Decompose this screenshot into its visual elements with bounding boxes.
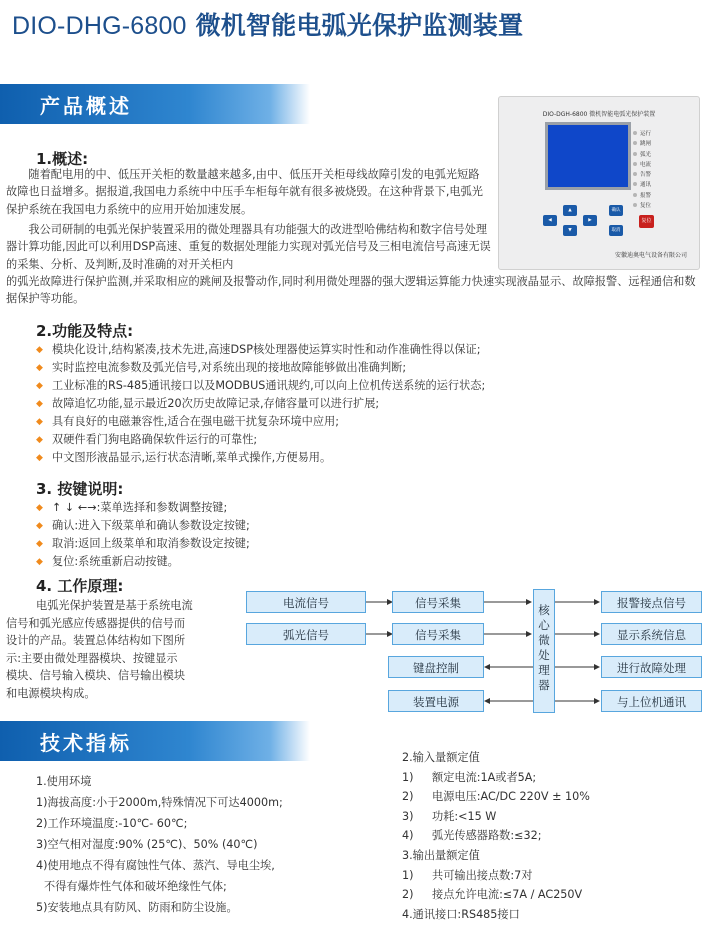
principle-text: 电弧光保护装置是基于系统电流 信号和弧光感应传感器提供的信号而 设计的产品。装置总体结构如下图所 示:主要由微处理器模块、按键显示 模块、信号输入模块、信号输出模块 和电源模块构成。 — [6, 599, 193, 700]
list-item: ◆ 复位:系统重新启动按键。 — [36, 553, 250, 571]
spec-line: 2) 接点允许电流:≤7A / AC250V — [402, 888, 583, 902]
features-heading: 2.功能及特点: — [36, 322, 134, 340]
signal-acquisition-1: 信号采集 — [392, 591, 484, 613]
spec-line: 4) 弧光传感器路数:≤32; — [402, 829, 542, 843]
output-host-comm: 与上位机通讯 — [601, 690, 702, 712]
device-power: 装置电源 — [388, 690, 484, 712]
overview-heading: 1.概述: — [36, 150, 89, 168]
banner-label: 技术指标 — [40, 731, 132, 755]
spec-line: 不得有爆炸性气体和破坏绝缘性气体; — [44, 880, 227, 893]
led-item: 运行 — [633, 129, 651, 139]
list-item: ◆ 取消:返回上级菜单和取消参数设定按键; — [36, 535, 250, 553]
output-fault-handling: 进行故障处理 — [601, 656, 702, 678]
specs-right — [402, 748, 590, 924]
led-item: 电流 — [633, 160, 651, 170]
spec-line: 3) 功耗:<15 W — [402, 809, 497, 823]
key-ok: 确认 — [609, 205, 623, 216]
product-name: 微机智能电弧光保护监测装置 — [186, 11, 524, 40]
overview-paragraph-2a: 我公司研制的电弧光保护装置采用的微处理器具有功能强大的改进型哈佛结构和数字信号处理器计算功能,因此可以利用DSP高速、重复的数据处理能力实现对弧光信号及三相电流信号高速无误的采集、分析、及判断,及时准确的对开关柜内 — [6, 223, 491, 271]
led-item: 跳闸 — [633, 139, 651, 149]
led-item: 报警 — [633, 191, 651, 201]
led-item: 告警 — [633, 170, 651, 180]
spec-line: 2) 电源电压:AC/DC 220V ± 10% — [402, 790, 590, 804]
list-item: ◆ 具有良好的电磁兼容性,适合在强电磁干扰复杂环境中应用; — [36, 413, 485, 431]
led-item: 通讯 — [633, 180, 651, 190]
led-item: 弧光 — [633, 150, 651, 160]
signal-acquisition-2: 信号采集 — [392, 623, 484, 645]
list-item: ◆ 确认:进入下级菜单和确认参数设定按键; — [36, 517, 250, 535]
spec-line: 2)工作环境温度:-10℃- 60℃; — [36, 817, 188, 830]
list-item: ◆ 模块化设计,结构紧凑,技术先进,高速DSP核处理器使运算实时性和动作准确性得以保证; — [36, 341, 485, 359]
spec-line: 4)使用地点不得有腐蚀性气体、蒸汽、导电尘埃, — [36, 859, 275, 872]
output-display-info: 显示系统信息 — [601, 623, 702, 645]
input-current-signal: 电流信号 — [246, 591, 366, 613]
keys-heading: 3. 按键说明: — [36, 480, 124, 498]
list-item: ◆ 双硬件看门狗电路确保软件运行的可靠性; — [36, 431, 485, 449]
list-item: ◆ 工业标准的RS-485通讯接口以及MODBUS通讯规约,可以向上位机传送系统的运行状态; — [36, 377, 485, 395]
key-up: ▲ — [563, 205, 577, 216]
principle-heading: 4. 工作原理: — [36, 577, 124, 595]
list-item: ◆ 故障追忆功能,显示最近20次历史故障记录,存储容量可以进行扩展; — [36, 395, 485, 413]
core-processor: 核 心 微 处 理 器 — [533, 589, 555, 713]
list-item: ◆ ↑ ↓ ←→:菜单选择和参数调整按键; — [36, 499, 250, 517]
banner-label: 产品概述 — [40, 94, 132, 118]
key-right: ▶ — [583, 215, 597, 226]
key-left: ◀ — [543, 215, 557, 226]
key-esc: 取消 — [609, 225, 623, 236]
overview-paragraph-1: 随着配电用的中、低压开关柜的数量越来越多,由中、低压开关柜母线故障引发的电弧光短路故障也日益增多。据报道,我国电力系统中中压手车柜每年就有很多被烧毁。在这种背景下,电弧光保护系统在我国电力系统中的应用开始加速发展。 — [6, 168, 483, 216]
device-title: DIO-DGH-6800 微机智能电弧光保护装置 — [542, 111, 656, 118]
spec-line: 3.输出量额定值 — [402, 848, 480, 862]
key-down: ▼ — [563, 225, 577, 236]
spec-line: 4.通讯接口:RS485接口 — [402, 907, 520, 921]
keyboard-control: 键盘控制 — [388, 656, 484, 678]
output-alarm-contact: 报警接点信号 — [601, 591, 702, 613]
device-company: 安徽迪奥电气设备有限公司 — [614, 252, 687, 259]
spec-line: 2.输入量额定值 — [402, 751, 480, 764]
key-reset: 复位 — [639, 215, 654, 228]
list-item: ◆ 中文图形液晶显示,运行状态清晰,菜单式操作,方便易用。 — [36, 449, 485, 467]
overview-paragraph-2b: 的弧光故障进行保护监测,并采取相应的跳闸及报警动作,同时利用微处理器的强大逻辑运算能力快速实现液晶显示、故障报警、远程通信和数据保护等功能。 — [6, 275, 696, 306]
spec-line: 1) 共可输出接点数:7对 — [402, 868, 533, 882]
section-banner-specs — [0, 721, 270, 761]
spec-line: 3)空气相对湿度:90% (25℃)、50% (40℃) — [36, 838, 258, 851]
input-arc-signal: 弧光信号 — [246, 623, 366, 645]
led-item: 复位 — [633, 201, 651, 211]
spec-line: 5)安装地点具有防风、防雨和防尘设施。 — [36, 901, 238, 914]
list-item: ◆ 实时监控电流参数及弧光信号,对系统出现的接地故障能够做出准确判断; — [36, 359, 485, 377]
spec-line: 1) 额定电流:1A或者5A; — [402, 770, 537, 784]
model-number: DIO-DHG-6800 — [12, 12, 187, 40]
spec-line: 1)海拔高度:小于2000m,特殊情况下可达4000m; — [36, 796, 283, 809]
spec-line: 1.使用环境 — [36, 775, 92, 788]
specs-left — [36, 771, 283, 918]
